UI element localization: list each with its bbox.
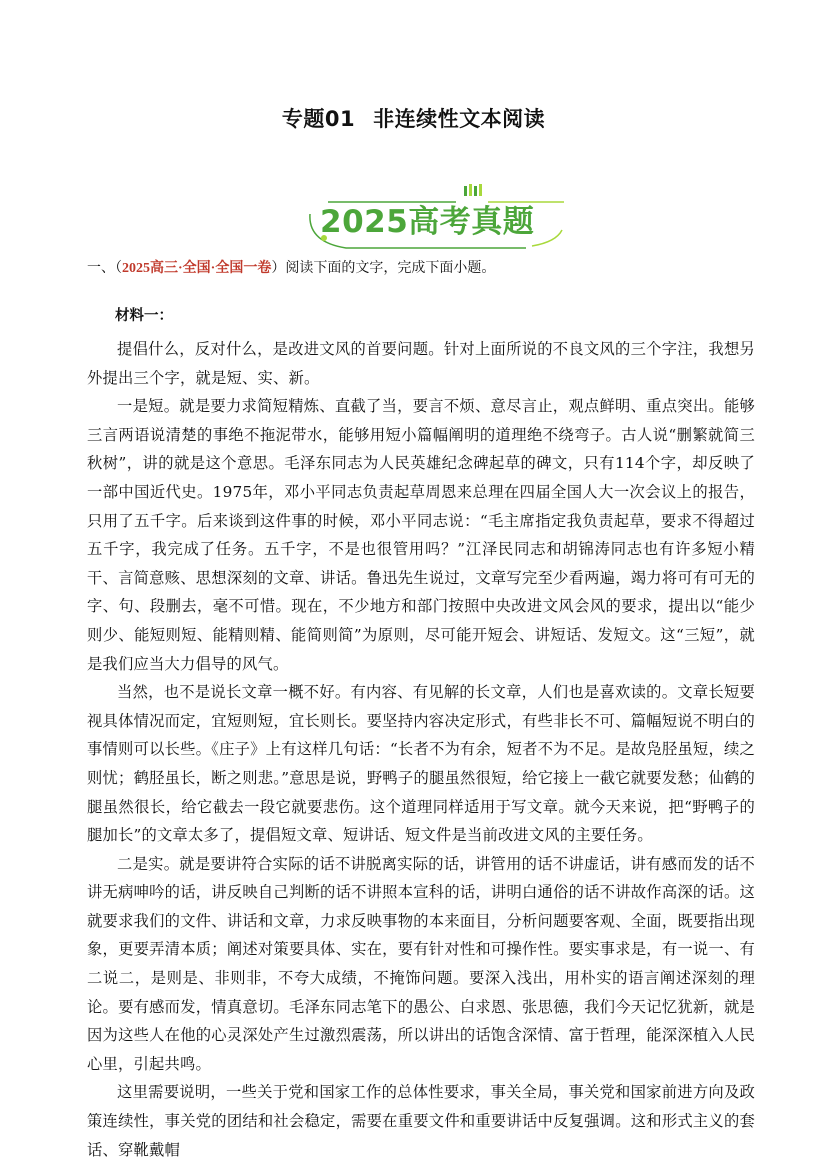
topic-number: 专题01 — [281, 107, 356, 131]
material-content — [87, 304, 755, 1164]
paragraph: 一是短。就是要力求简短精炼、直截了当，要言不烦、意尽言止，观点鲜明、重点突出。能够三言两语说清楚的事绝不拖泥带水，能够用短小篇幅阐明的道理绝不绕弯子。古人说“删繁就简三秋树”，讲的就是这个意思。毛泽东同志为人民英雄纪念碑起草的碑文，只有114个字，却反映了一部中国近代史。1975年，邓小平同志负责起草周恩来总理在四届全国人大一次会议上的报告，只用了五千字。后来谈到这件事的时候，邓小平同志说：“毛主席指定我负责起草，要求不得超过五千字，我完成了任务。五千字，不是也很管用吗？”江泽民同志和胡锦涛同志也有许多短小精干、言简意赅、思想深刻的文章、讲话。鲁迅先生说过，文章写完至少看两遍，竭力将可有可无的字、句、段删去，毫不可惜。现在，不少地方和部门按照中央改进文风会风的要求，提出以“能少则少、能短则短、能精则精、能简则简”为原则，尽可能开短会、讲短话、发短文。这“三短”，就是我们应当大力倡导的风气。 — [87, 397, 755, 673]
question-instruction: ）阅读下面的文字，完成下面小题。 — [271, 260, 496, 276]
paragraph: 这里需要说明，一些关于党和国家工作的总体性要求，事关全局，事关党和国家前进方向及政策连续性，事关党的团结和社会稳定，需要在重要文件和重要讲话中反复强调。这和形式主义的套话、穿靴戴帽 — [87, 1083, 755, 1159]
banner-text: 2025高考真题 — [320, 204, 535, 240]
page-title — [0, 103, 827, 133]
question-prefix: 一、（ — [87, 260, 122, 276]
topic-title: 非连续性文本阅读 — [373, 107, 546, 131]
material-label: 材料一： — [115, 307, 173, 324]
question-heading — [87, 257, 495, 277]
exam-banner — [306, 180, 568, 256]
question-source: 2025高三·全国·全国一卷 — [122, 261, 272, 276]
paragraph: 二是实。就是要讲符合实际的话不讲脱离实际的话，讲管用的话不讲虚话，讲有感而发的话不讲无病呻吟的话，讲反映自己判断的话不讲照本宣科的话，讲明白通俗的话不讲故作高深的话。这就要求我们的文件、讲话和文章，力求反映事物的本来面目，分析问题要客观、全面，既要指出现象，更要弄清本质；阐述对策要具体、实在，要有针对性和可操作性。要实事求是，有一说一、有二说二，是则是、非则非，不夸大成绩，不掩饰问题。要深入浅出，用朴实的语言阐述深刻的理论。要有感而发，情真意切。毛泽东同志笔下的愚公、白求恩、张思德，我们今天记忆犹新，就是因为这些人在他的心灵深处产生过激烈震荡，所以讲出的话饱含深情、富于哲理，能深深植入人民心里，引起共鸣。 — [87, 854, 755, 1073]
paragraph: 提倡什么，反对什么，是改进文风的首要问题。针对上面所说的不良文风的三个字注，我想另外提出三个字，就是短、实、新。 — [87, 340, 755, 387]
paragraph: 当然，也不是说长文章一概不好。有内容、有见解的长文章，人们也是喜欢读的。文章长短要视具体情况而定，宜短则短，宜长则长。要坚持内容决定形式，有些非长不可、篇幅短说不明白的事情则可以长些。《庄子》上有这样几句话：“长者不为有余，短者不为不足。是故凫胫虽短，续之则忧；鹤胫虽长，断之则悲。”意思是说，野鸭子的腿虽然很短，给它接上一截它就要发愁；仙鹤的腿虽然很长，给它截去一段它就要悲伤。这个道理同样适用于写文章。就今天来说，把“野鸭子的腿加长”的文章太多了，提倡短文章、短讲话、短文件是当前改进文风的主要任务。 — [87, 683, 755, 845]
